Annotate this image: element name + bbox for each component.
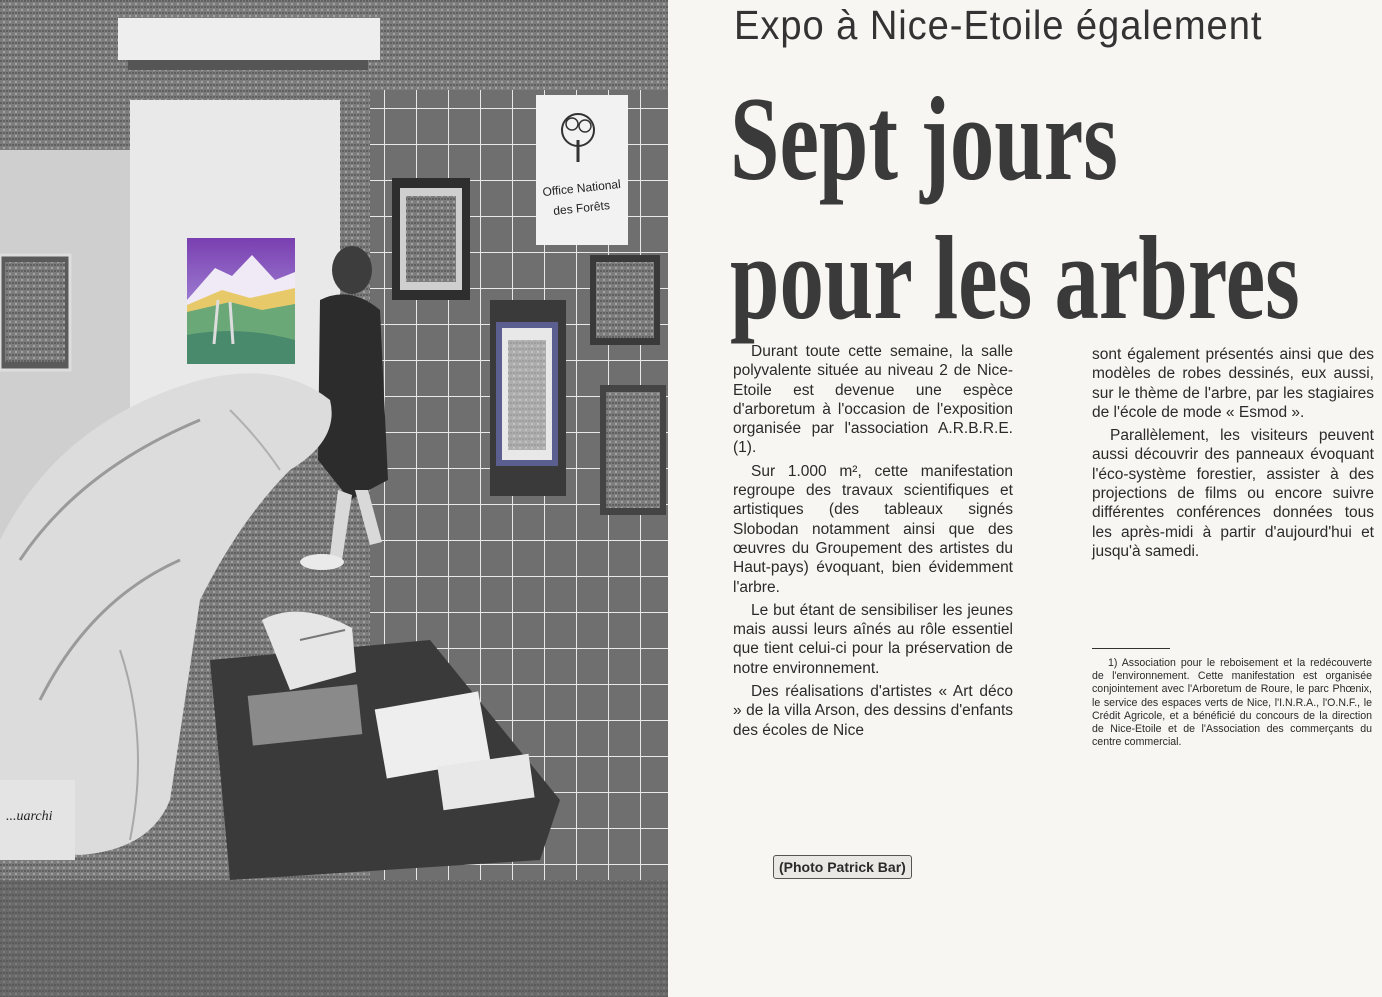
exhibition-photo	[0, 0, 668, 997]
article-column-2	[1092, 345, 1374, 565]
photo-scene	[0, 0, 668, 997]
paragraph: Le but étant de sensibiliser les jeunes mais aussi leurs aînés au rôle essentiel que tient celui-ci pour la préservation de notre environnement.	[733, 601, 1013, 677]
headline-line-2: pour les arbres	[730, 210, 1300, 345]
onf-sign-line2: des Forêts	[552, 198, 611, 218]
paragraph: sont également présentés ainsi que des modèles de robes dessinés, eux aussi, sur le thème de l'arbre, par les stagiaires de l'école de mode « Esmod ».	[1092, 346, 1374, 421]
paragraph: Durant toute cette semaine, la salle polyvalente située au niveau 2 de Nice-Etoile est devenue une espèce d'arboretum à l'occasion de l'exposition organisée par l'association A.R.B.R.E. (1).	[733, 343, 1013, 457]
footnote-divider	[1092, 648, 1170, 649]
paragraph: Parallèlement, les visiteurs peuvent aussi découvrir des panneaux évoquant l'éco-système forestier, assister à des projections de films ou encore suivre différentes conférences données tous les après-midi à partir d'aujourd'hui et jusqu'à samedi.	[1092, 427, 1374, 560]
artist-signature: ...uarchi	[6, 809, 53, 824]
ceiling-light	[118, 18, 380, 60]
mountain-painting	[187, 238, 295, 364]
onf-sign	[536, 95, 628, 245]
paragraph: Sur 1.000 m², cette manifestation regroupe des travaux scientifiques et artistiques (des tableaux signés Slobodan notamment ainsi que des œuvres du Groupement des artistes du Haut-pays) évoquant, bien évidemment l'arbre.	[733, 462, 1013, 596]
paragraph: Des réalisations d'artistes « Art déco » de la villa Arson, des dessins d'enfants des écoles de Nice	[733, 683, 1013, 739]
article-column-1	[733, 342, 1013, 744]
article-kicker: Expo à Nice-Etoile également	[734, 2, 1263, 48]
article-headline	[730, 70, 1300, 347]
photo-credit: (Photo Patrick Bar)	[773, 855, 912, 879]
headline-line-1: Sept jours	[730, 72, 1118, 206]
footnote: 1) Association pour le reboisement et la redécouverte de l'environnement. Cette manifestation est organisée conjointement avec l'Arboretum de Roure, le parc Phœnix, le service des espaces verts de Nice, l'I.N.R.A., l'O.N.F., le Crédit Agricole, et a bénéficié du concours de la direction de Nice-Etoile et de l'Association des commerçants du centre commercial.	[1092, 657, 1372, 749]
onf-sign-line1: Office National	[541, 176, 622, 200]
